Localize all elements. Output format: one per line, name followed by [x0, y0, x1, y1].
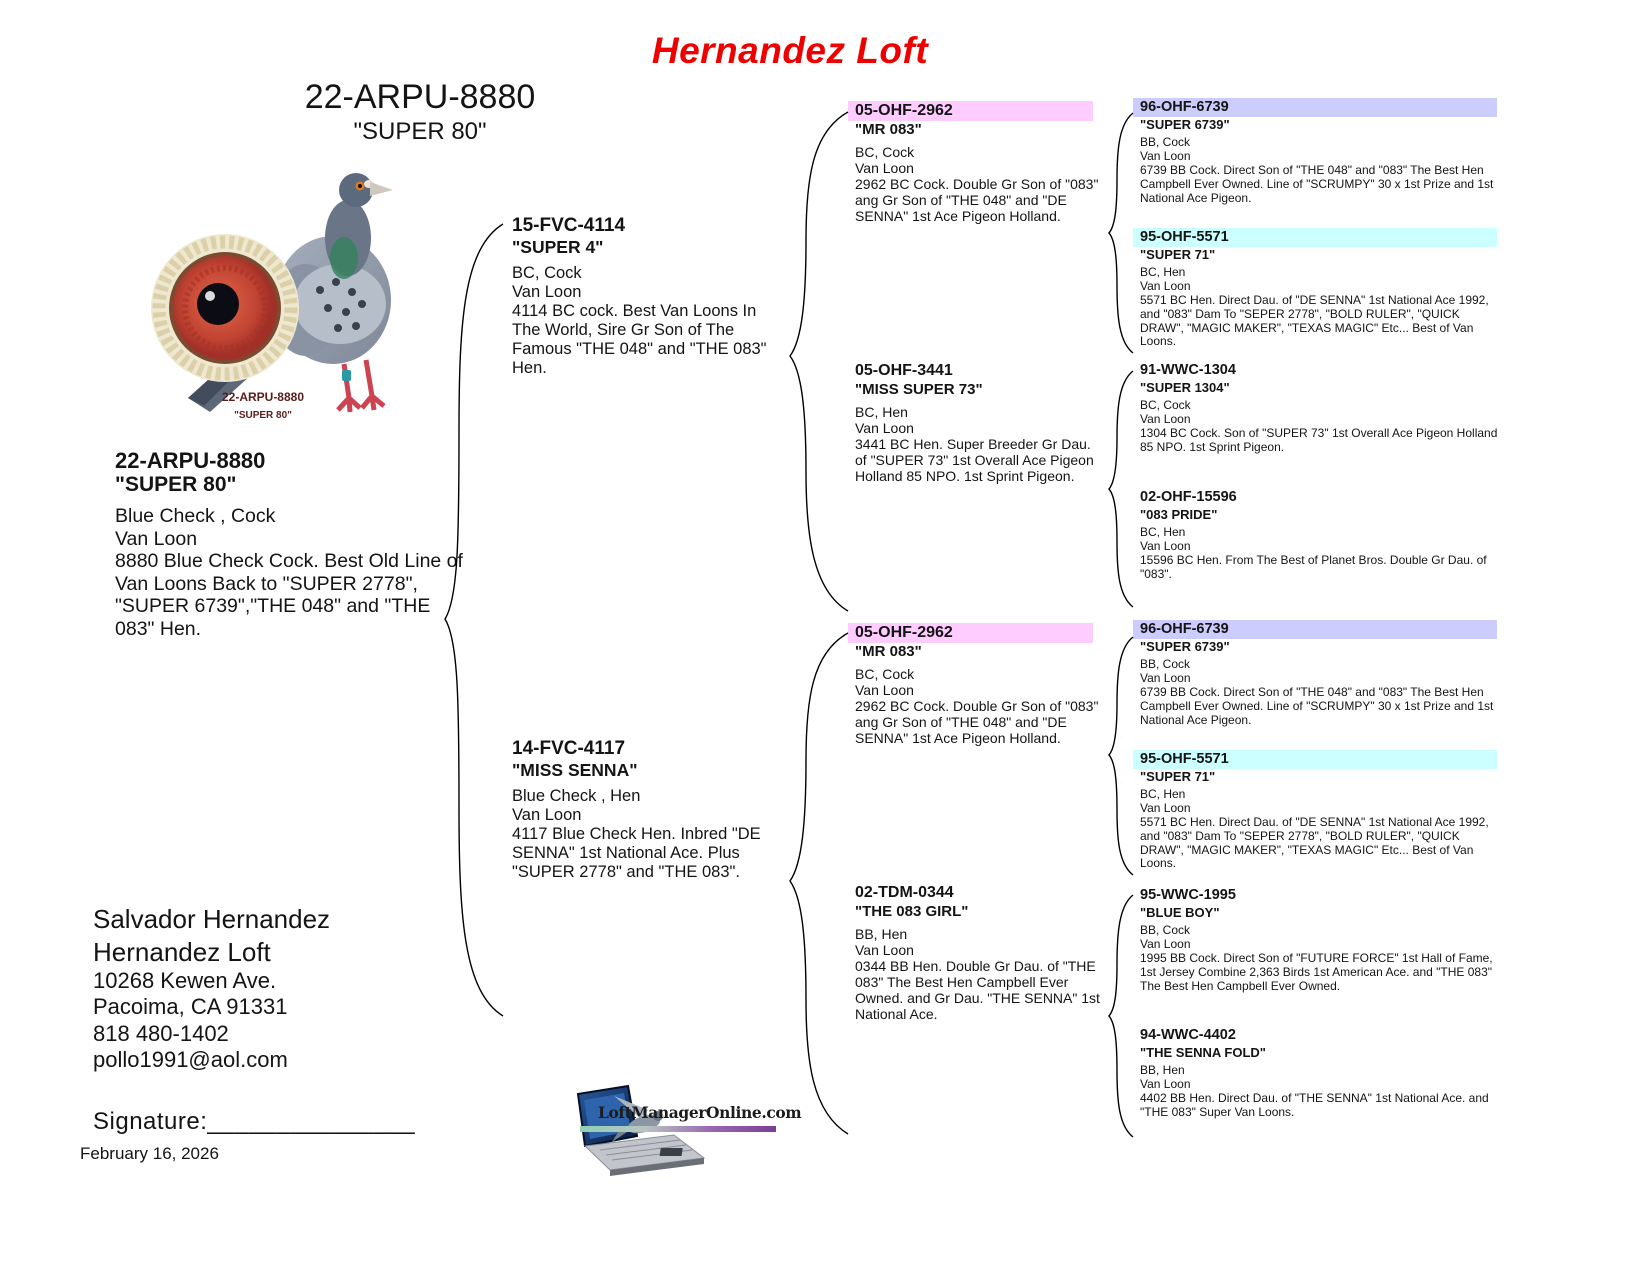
bird-strain: Van Loon [512, 282, 582, 301]
signature-blank-line: _______________ [207, 1108, 416, 1135]
band-id: 15-FVC-4114 [512, 215, 626, 236]
bird-name: "SUPER 71" [1140, 768, 1216, 784]
bird-name: "THE 083 GIRL" [855, 903, 969, 921]
bird-strain: Van Loon [1140, 411, 1191, 426]
page-title: Hernandez Loft [651, 30, 929, 71]
eye-closeup [151, 234, 299, 382]
bird-strain: Van Loon [1140, 1076, 1191, 1091]
bird-name: "MISS SENNA" [512, 759, 638, 780]
brace-gen3-2-gen4 [1109, 371, 1133, 607]
bird-strain: Van Loon [1140, 670, 1191, 685]
bird-name: "MISS SUPER 73" [855, 381, 983, 399]
band-id: 14-FVC-4117 [512, 738, 626, 759]
bird-description: 0344 BB Hen. Double Gr Dau. of "THE 083" The Best Hen Campbell Ever Owned. and Gr Dau. "THE SENNA" 1st National Ace. [855, 957, 1100, 1023]
owner-info [93, 903, 330, 1074]
bird-strain: Van Loon [1140, 538, 1191, 553]
band-id: 05-OHF-2962 [848, 101, 1093, 121]
bird-color-sex: BC, Hen [1140, 264, 1186, 279]
logo-gradient-bar [580, 1126, 776, 1132]
bird-description: 6739 BB Cock. Direct Son of "THE 048" and "083" The Best Hen Campbell Ever Owned. Line of "SCRUMPY" 30 x 1st Prize and 1st National Ace Pigeon. [1140, 684, 1494, 727]
pedigree-entry-dam [512, 738, 784, 882]
bird-color-sex: BC, Cock [855, 143, 915, 160]
bird-name: "THE SENNA FOLD" [1140, 1044, 1266, 1060]
bird-name: "083 PRIDE" [1140, 506, 1218, 522]
owner-loft-name: Hernandez Loft [93, 936, 271, 967]
leg-band [342, 370, 351, 381]
bird-name: "SUPER 80" [115, 473, 237, 497]
bird-strain: Van Loon [855, 681, 914, 698]
pedigree-entry-gen4-4 [1140, 488, 1504, 582]
owner-email: pollo1991@aol.com [93, 1047, 288, 1073]
photo-caption [158, 390, 368, 421]
pedigree-entry-subject [115, 448, 463, 640]
owner-address-line2: Pacoima, CA 91331 [93, 994, 288, 1020]
bird-color-sex: BC, Hen [1140, 524, 1186, 539]
owner-address-line1: 10268 Kewen Ave. [93, 968, 277, 993]
bird-description: 5571 BC Hen. Direct Dau. of "DE SENNA" 1st National Ace 1992, and "083" Dam To "SEPER 2778", "BOLD RULER", "QUICK DRAW", "MAGIC MAKER", "TEXAS MAGIC" Etc... Best of Van Loons. [1140, 292, 1489, 349]
bird-description: 15596 BC Hen. From The Best of Planet Bros. Double Gr Dau. of "083". [1140, 552, 1487, 581]
bird-name: "BLUE BOY" [1140, 904, 1220, 920]
bird-color-sex: BB, Cock [1140, 134, 1191, 149]
pedigree-entry-gen4-7 [1140, 886, 1504, 993]
bird-color-sex: BB, Cock [1140, 922, 1191, 937]
brace-sire-gen3 [790, 112, 848, 611]
bird-description: 6739 BB Cock. Direct Son of "THE 048" and "083" The Best Hen Campbell Ever Owned. Line of "SCRUMPY" 30 x 1st Prize and 1st National Ace Pigeon. [1140, 162, 1494, 205]
band-id: 95-OHF-5571 [1133, 228, 1497, 247]
photo-caption-band: 22-ARPU-8880 [221, 390, 305, 404]
photo-caption-name: "SUPER 80" [234, 410, 292, 421]
pedigree-entry-gen4-1 [1140, 98, 1504, 205]
signature-row [93, 1108, 415, 1136]
band-id: 22-ARPU-8880 [115, 448, 266, 473]
bird-description: 1304 BC Cock. Son of "SUPER 73" 1st Overall Ace Pigeon Holland 85 NPO. 1st Sprint Pigeon. [1140, 425, 1498, 454]
subject-band-heading: 22-ARPU-8880 [304, 78, 536, 116]
bird-name: "SUPER 71" [1140, 246, 1216, 262]
bird-description: 2962 BC Cock. Double Gr Son of "083" ang Gr Son of "THE 048" and "DE SENNA" 1st Ace Pigeon Holland. [855, 697, 1099, 747]
pedigree-entry-gen3-4 [855, 883, 1100, 1022]
bird-strain: Van Loon [855, 941, 914, 958]
bird-strain: Van Loon [115, 527, 198, 550]
signature-label: Signature: [93, 1108, 208, 1135]
bird-color-sex: BB, Cock [1140, 656, 1191, 671]
bird-description: 8880 Blue Check Cock. Best Old Line of Van Loons Back to "SUPER 2778", "SUPER 6739","THE 048" and "THE 083" Hen. [115, 550, 463, 640]
bird-description: 5571 BC Hen. Direct Dau. of "DE SENNA" 1st National Ace 1992, and "083" Dam To "SEPER 2778", "BOLD RULER", "QUICK DRAW", "MAGIC MAKER", "TEXAS MAGIC" Etc... Best of Van Loons. [1140, 814, 1489, 871]
pedigree-entry-gen3-1 [855, 101, 1100, 224]
bird-color-sex: BC, Hen [855, 403, 908, 420]
brace-dam-gen3 [790, 633, 848, 1134]
bird-strain: Van Loon [855, 419, 914, 436]
bird-name: "MR 083" [855, 643, 922, 661]
pedigree-entry-gen3-3 [855, 623, 1100, 746]
bird-name: "SUPER 6739" [1140, 638, 1230, 654]
subject-nickname-heading: "SUPER 80" [353, 118, 487, 145]
bird-color-sex: BB, Hen [1140, 1062, 1185, 1077]
band-id: 96-OHF-6739 [1133, 98, 1497, 117]
bird-description: 4402 BB Hen. Direct Dau. of "THE SENNA" 1st National Ace. and "THE 083" Super Van Loons. [1140, 1090, 1489, 1119]
bird-strain: Van Loon [1140, 800, 1191, 815]
owner-name: Salvador Hernandez [93, 904, 331, 934]
date-text: February 16, 2026 [80, 1144, 219, 1163]
pedigree-entry-gen4-8 [1140, 1026, 1504, 1120]
band-id: 05-OHF-2962 [848, 623, 1093, 643]
band-id: 95-WWC-1995 [1140, 887, 1236, 903]
bird-name: "MR 083" [855, 121, 922, 139]
bird-color-sex: BC, Cock [1140, 397, 1191, 412]
bird-strain: Van Loon [512, 805, 582, 824]
brace-gen3-1-gen4 [1109, 113, 1133, 353]
bird-color-sex: BC, Hen [1140, 786, 1186, 801]
pigeon-beak [370, 182, 393, 196]
logo-text: LoftManagerOnline.com [598, 1103, 802, 1122]
bird-name: "SUPER 1304" [1140, 379, 1230, 395]
brace-gen3-3-gen4 [1109, 637, 1133, 875]
pigeon-head [339, 173, 373, 207]
bird-strain: Van Loon [1140, 148, 1191, 163]
band-id: 05-OHF-3441 [855, 362, 953, 379]
bird-strain: Van Loon [1140, 936, 1191, 951]
bird-color-sex: BC, Cock [855, 665, 915, 682]
band-id: 94-WWC-4402 [1140, 1027, 1236, 1043]
band-id: 96-OHF-6739 [1133, 620, 1497, 639]
bird-description: 3441 BC Hen. Super Breeder Gr Dau. of "SUPER 73" 1st Overall Ace Pigeon Holland 85 NPO. 1st Sprint Pigeon. [855, 435, 1094, 485]
pedigree-entry-gen4-3 [1140, 361, 1504, 455]
bird-color-sex: Blue Check , Cock [115, 505, 276, 528]
band-id: 91-WWC-1304 [1140, 362, 1236, 378]
band-id: 95-OHF-5571 [1133, 750, 1497, 769]
bird-description: 2962 BC Cock. Double Gr Son of "083" ang Gr Son of "THE 048" and "DE SENNA" 1st Ace Pigeon Holland. [855, 175, 1099, 225]
band-id: 02-OHF-15596 [1140, 489, 1237, 505]
bird-name: "SUPER 4" [512, 236, 604, 257]
pedigree-entry-gen3-2 [855, 361, 1100, 484]
bird-strain: Van Loon [855, 159, 914, 176]
owner-phone: 818 480-1402 [93, 1020, 229, 1046]
bird-color-sex: BB, Hen [855, 925, 908, 942]
band-id: 02-TDM-0344 [855, 884, 954, 901]
brace-gen3-4-gen4 [1109, 895, 1133, 1137]
pedigree-entry-gen4-5 [1140, 620, 1504, 727]
pedigree-entry-sire [512, 215, 784, 378]
bird-description: 4117 Blue Check Hen. Inbred "DE SENNA" 1st National Ace. Plus "SUPER 2778" and "THE 083". [512, 824, 761, 881]
bird-description: 1995 BB Cock. Direct Son of "FUTURE FORCE" 1st Hall of Fame, 1st Jersey Combine 2,363 Birds 1st American Ace. and "THE 083" The Best Hen Campbell Ever Owned. [1140, 950, 1493, 993]
bird-strain: Van Loon [1140, 278, 1191, 293]
bird-name: "SUPER 6739" [1140, 116, 1230, 132]
pedigree-entry-gen4-6 [1140, 750, 1504, 871]
bird-color-sex: BC, Cock [512, 263, 582, 282]
bird-color-sex: Blue Check , Hen [512, 786, 641, 805]
pedigree-entry-gen4-2 [1140, 228, 1504, 349]
bird-description: 4114 BC cock. Best Van Loons In The World, Sire Gr Son of The Famous "THE 048" and "THE 083" Hen. [512, 301, 767, 377]
